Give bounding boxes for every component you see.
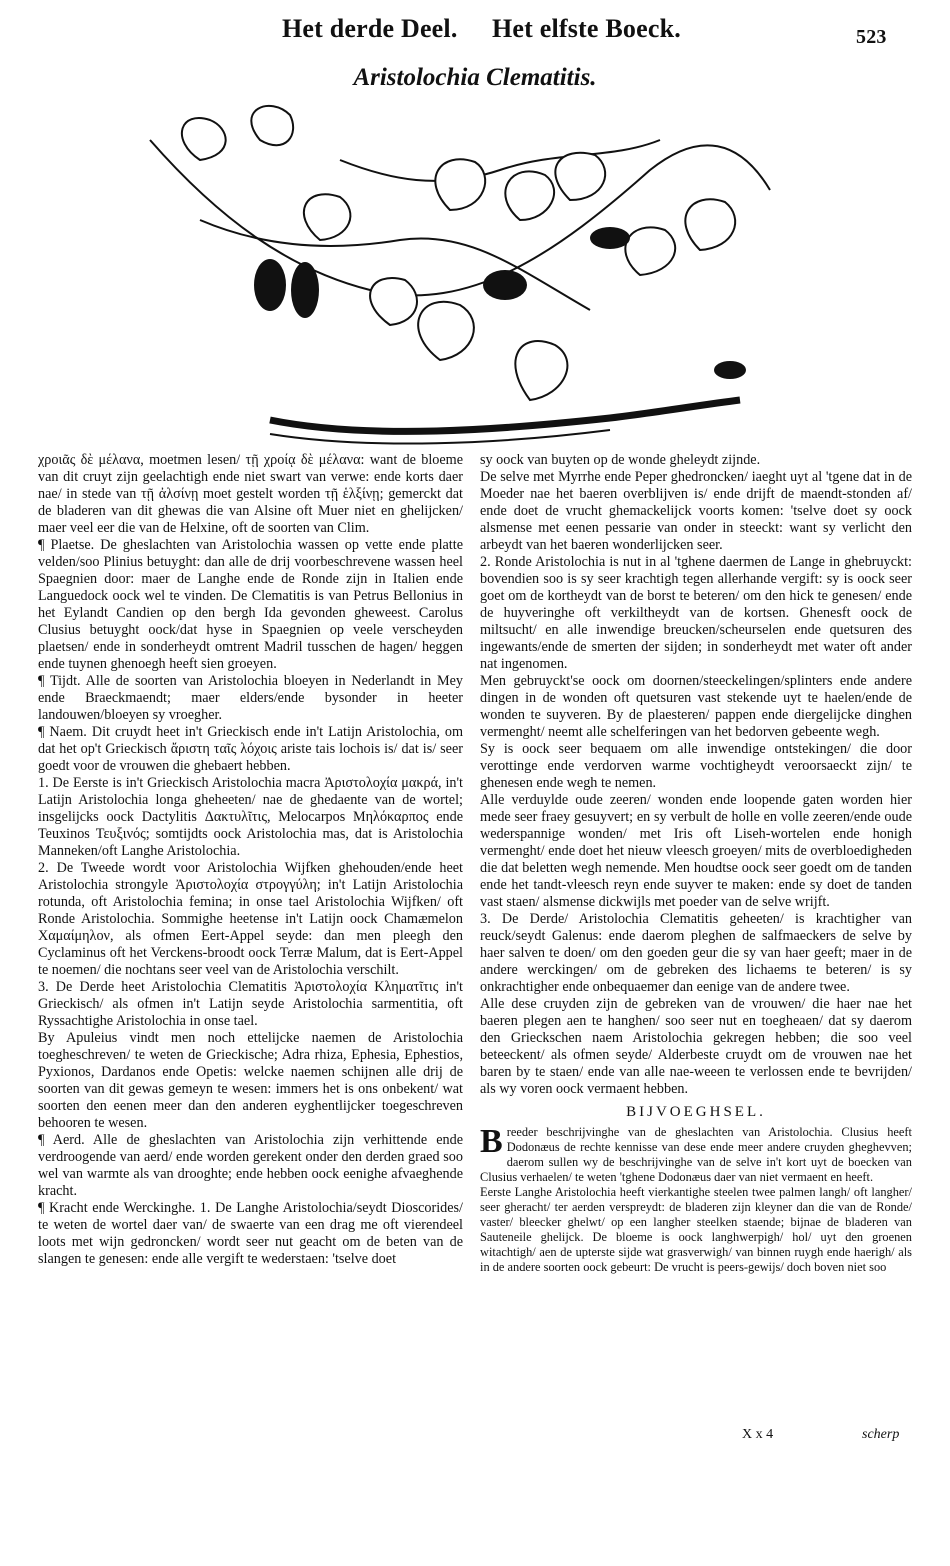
supplement-title: BIJVOEGHSEL. <box>626 1104 766 1120</box>
paragraph-first: 1. De Eerste is in't Grieckisch Aristolochia macra Ἀριστολοχία μακρά, in't Latijn Aristolochia longa gheheeten/ nae de ghedaente van de wortel; insgelijcks oock Dactylitis Δακτυλῖτις, Melocarpos Μηλόκαρπος ende Teuxinos Τευξινός; somtijdts oock Aristolochia mas, dat is Aristolochia Manneken/oft Langhe Aristolochia. <box>38 775 463 859</box>
paragraph-apuleius: By Apuleius vindt men noch ettelijcke naemen de Aristolochia toegheschreven/ te weten de Grieckische; Adra rhiza, Ephesia, Ephestios, Pyxionos, Dardanos ende Opetis: welcke naemen schijnen alle drij de soorten van dit gewas gemeyn te wesen: immers het is ons onbekent/ wat soorten den eenen meer dan den anderen eyghentlijcker toegeschreven behooren te wesen. <box>38 1030 463 1131</box>
paragraph-name: ¶ Naem. Dit cruydt heet in't Grieckisch ende in't Latijn Aristolochia, om dat het op't Grieckisch ἄριστη ταῖς λόχοις ariste tais lochois is/ dat is/ seer goedt voor de vrouwen die ghebaert hebben. <box>38 724 463 774</box>
paragraph: 2. Ronde Aristolochia is nut in al 'tghene daermen de Lange in ghebruyckt: bovendien soo is sy seer krachtigh tegen allerhande vergift: sy is oock seer goet om de kortheydt van de borst te beteren/ om den hick te genesen/ ende de huyveringhe oft verkiltheydt van de kortsen. Ghenesft oock de miltsucht/ en alle inwendige breucken/scheurselen ende quetsuren des ingewants/ende de smerten der sijden; in sonderheydt met water oft ander nat ingenomen. <box>480 554 912 672</box>
paragraph: Men gebruyckt'se oock om doornen/steeckelingen/splinters ende andere dingen in de wonden oft quetsuren vast stekende uyt te haelen/ende de wonden te suyveren. By de plaesteren/ pappen ende diergelijcke dinghen vermenght/ neemt alle schelferingen van het bedorven gebeente wegh. <box>480 673 912 740</box>
paragraph-second: 2. De Tweede wordt voor Aristolochia Wijfken ghehouden/ende heet Aristolochia strongyle Ἀριστολοχία στρογγύλη; in't Latijn Aristolochia rotunda, oft Aristolochia femina; in onse tael Aristolochia Wijfken/ oft Ronde Aristolochia. Sommighe heetense in't Latijn oock Chamæmelon Χαμαίμηλον, als ofmen Eert-Appel seyde: dan men pleegh den Cyclaminus oft het Verckens-broodt oock Terræ Malum, dat is Eert-Appel te noemen/ die nochtans seer veel van de Aristolochia verschilt. <box>38 860 463 978</box>
paragraph-virtues: ¶ Kracht ende Werckinghe. 1. De Langhe Aristolochia/seydt Dioscorides/ te weten de wortel daer van/ de swaerte van een drag me oft vierendeel loots met wijn gedroncken/ wordt seer nut geacht om de beten van de slangen te genesen: ende alle vergift te wederstaen: 'tselve doet <box>38 1200 463 1267</box>
paragraph-place: ¶ Plaetse. De gheslachten van Aristolochia wassen op vette ende platte velden/soo Plinius betuyght: dan alle de drij voorbeschrevene wassen heel Spaegnien door: maer de Langhe ende de Ronde zijn in Italien ende Languedock oock wel te vinden. De Clematitis is van Petrus Bellonius in het Eylandt Candien op den bergh Ida gevonden gheweest. Carolus Clusius betuyght oock/dat hyse in Spaegnien op veele verscheyden plaetsen/ ende in sonderheydt omtrent Madril tusschen de hagen/ heggen ende tuynen ghenoegh heeft sien groeyen. <box>38 537 463 672</box>
paragraph-nature: ¶ Aerd. Alle de gheslachten van Aristolochia zijn verhittende ende verdroogende van aerd/ ende worden gerekent onder den derden graed soo wel van warmte als van drooghte; ende hebben oock eenighe afvaeghende kracht. <box>38 1132 463 1199</box>
left-text-column <box>38 452 463 1452</box>
right-text-column <box>480 452 912 1442</box>
paragraph: Sy is oock seer bequaem om alle inwendige ontstekingen/ die door verottinge ende verdorven warme vochtigheydt veroorsaeckt zijn/ te ghenesen ende wegh te nemen. <box>480 741 912 791</box>
running-head-part: Het derde Deel. <box>282 14 458 43</box>
paragraph-time: ¶ Tijdt. Alle de soorten van Aristolochia bloeyen in Nederlandt in Mey ende Braeckmaendt; maer elders/ende bysonder in heeter landouwen/bloeyen sy vroegher. <box>38 673 463 723</box>
figure-title: Aristolochia Clematitis. <box>353 64 597 91</box>
supplement-intro: Breeder beschrijvinghe van de gheslachten van Aristolochia. Clusius heeft Dodonæus de rechte kennisse van dese ende meer andere cruyden gheghevven; daerom sullen wy de beschrijvinghe van de selve in't kort uyt de boecken van Clusius verhaelen/ te weten 'tghene Dodonæus daer van niet vermaent en heeft. <box>480 1123 912 1184</box>
catchword: scherp <box>862 1427 900 1442</box>
paragraph: χροιᾶς δὲ μέλανα, moetmen lesen/ τῇ χροίᾳ δὲ μέλανα: want de bloeme van dit cruyt zijn geelachtigh ende niet swart van verwe: ende korts daer nae/ in stede van τῇ ἀλσίνῃ moet gestelt worden τῇ ἑλξίνῃ; gemerckt dat de bladeren van dit ghewas die van Alsine oft Muer niet en ghelijcken/ maer veel eer die van de Helxine, oft de soorten van Clim. <box>38 452 463 536</box>
supplement-section <box>480 1104 912 1275</box>
paragraph: Alle verduylde oude zeeren/ wonden ende loopende gaten worden hier mede seer fraey gesuyvert; en sy verbult de holle en volle zeeren/ende oude wederspannige wonden/ met Iris oft Liseh-wortelen ende honigh vermenght/ ende doet het nieuw vleesch groeyen/ mits de overbloedigheden die dat beletten wegh nemende. Men houdtse oock seer goedt om de tanden ende het tandt-vleesch reyn ende suyver te maken: ende sy doet de tanden vast staen/ alsmense dickwijls met poeder van de selve wrijft. <box>480 792 912 910</box>
paragraph: sy oock van buyten op de wonde gheleydt zijnde. <box>480 452 761 468</box>
paragraph: Alle dese cruyden zijn de gebreken van de vrouwen/ die haer nae het baeren plegen aen te hanghen/ soo seer nut en toegheaen/ dat sy daerom den Grieckschen naem Aristolochia gekregen hebben; die soo veel beteeckent/ als ofmen seyde/ Alderbeste cruydt om de vrouwen nae het baren by te staen/ ende van alle nae-weeen te verlossen ende te bevrijden/ als wy voren oock vermaent hebben. <box>480 996 912 1097</box>
page-number: 523 <box>856 26 887 48</box>
paragraph: 3. De Derde/ Aristolochia Clematitis geheeten/ is krachtigher van reuck/seydt Galenus: ende daerom pleghen de salfmaeckers de selve by haer salven te doen/ om den goeden geur die sy van haer geeft; maer in de andere werckingen/ om de gebreken des lichaems te beteren/ is sy onkrachtigher ende onbequaemer dan eenige van de andere twee. <box>480 911 912 995</box>
plant-woodcut-illustration <box>140 100 780 452</box>
paragraph-third: 3. De Derde heet Aristolochia Clematitis Ἀριστολοχία Κληματῖτις in't Grieckisch/ als ofmen in't Latijn seyde Aristolochia sarmentitia, oft Ryssachtighe Aristolochia in onse tael. <box>38 979 463 1029</box>
running-head-book: Het elfste Boeck. <box>492 14 681 43</box>
paragraph: De selve met Myrrhe ende Peper ghedroncken/ iaeght uyt al 'tgene dat in de Moeder nae het baeren overblijven is/ ende drijft de maendt-stonden af/ ende doet de vrucht ghemackelijck voorts komen: 'tselve doet sy oock alsmense met eenen pessarie van onder in steeckt: want sy verlicht den arbeydt van het baeren wonderlijcken seer. <box>480 469 912 553</box>
supplement-entry: Eerste Langhe Aristolochia heeft vierkantighe steelen twee palmen langh/ oft langher/ seer gheracht/ ter aerden verspreydt: de bladeren zijn kleyner dan die van de Ronde/ vaster/ bleecker ghelwt/ op een langher steelken staende; bijnae de bladeren van Sauteneile ghelijck. De bloeme is oock langhwerpigh/ hol/ uyt den groenen witachtigh/ aen de upterste sijde wat grasverwigh/ van binnen ruygh ende haerigh/ als in de andere soorten oock gebeurt: De vrucht is peers-gewijs/ doch boven niet soo <box>480 1185 912 1274</box>
signature-mark: X x 4 <box>742 1427 774 1442</box>
